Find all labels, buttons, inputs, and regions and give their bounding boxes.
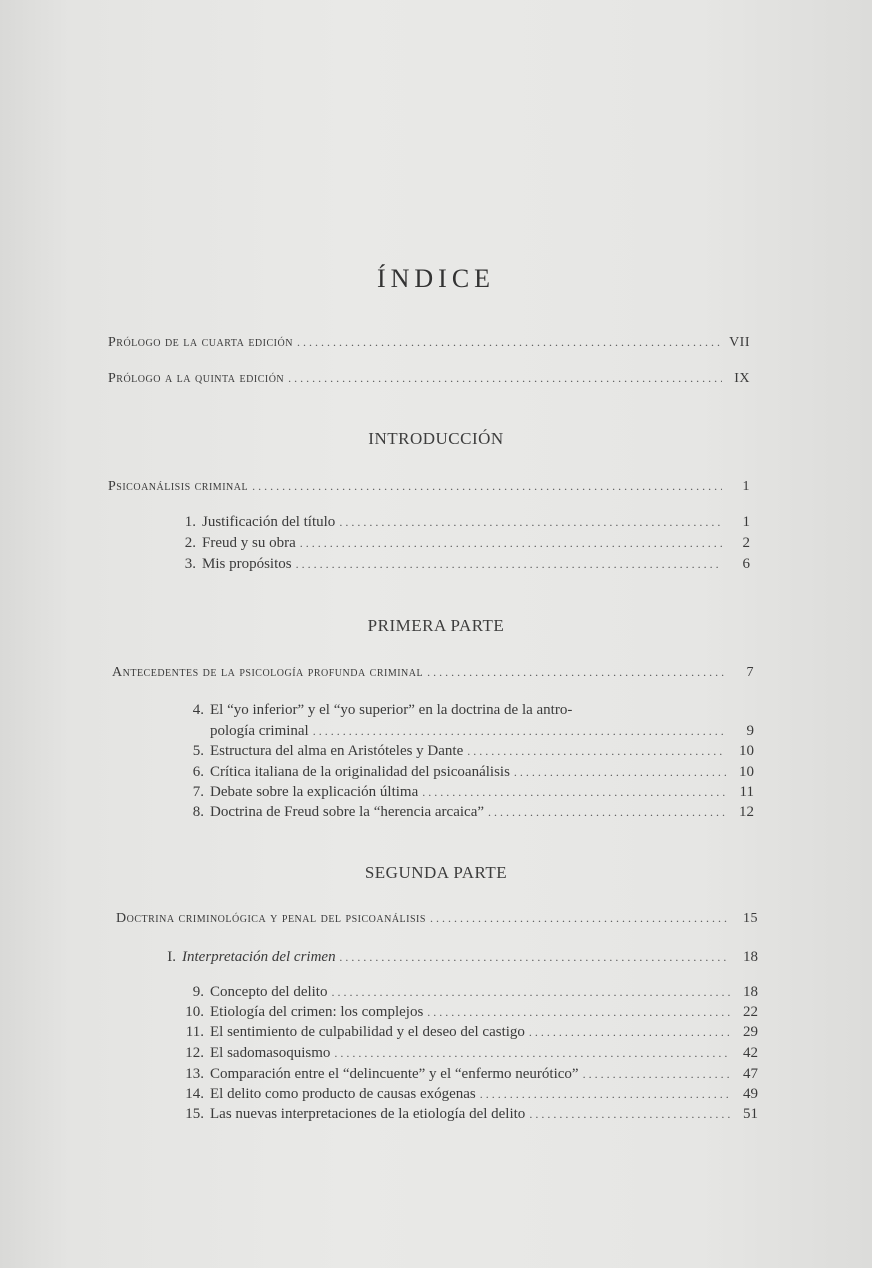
entry-label: Prólogo a la quinta edición bbox=[108, 371, 285, 386]
leader-dots bbox=[340, 950, 730, 965]
item-number: 8. bbox=[192, 804, 204, 820]
toc-section-psicoanalisis bbox=[108, 479, 750, 495]
item-number: 15. bbox=[185, 1106, 204, 1122]
leader-dots bbox=[297, 335, 722, 350]
item-page: 47 bbox=[743, 1066, 758, 1082]
item-number: 2. bbox=[184, 535, 196, 551]
item-text: El sentimiento de culpabilidad y el deseo del castigo bbox=[210, 1024, 525, 1040]
leader-dots bbox=[529, 1025, 730, 1040]
item-number: 7. bbox=[192, 784, 204, 800]
item-number: 13. bbox=[185, 1066, 204, 1082]
toc-item bbox=[180, 743, 754, 760]
item-page: 29 bbox=[743, 1024, 758, 1040]
toc-entry-front-1 bbox=[108, 335, 750, 351]
item-page: 10 bbox=[739, 764, 754, 780]
toc-item bbox=[172, 514, 750, 531]
item-page: 1 bbox=[742, 514, 750, 530]
item-text: pología criminal bbox=[210, 723, 309, 739]
leader-dots bbox=[529, 1107, 730, 1122]
toc-item-4-line2 bbox=[210, 723, 754, 740]
item-text: Etiología del crimen: los complejos bbox=[210, 1004, 424, 1020]
leader-dots bbox=[296, 557, 722, 572]
toc-item bbox=[180, 764, 754, 781]
toc-item bbox=[180, 1086, 758, 1103]
item-text: Mis propósitos bbox=[202, 556, 292, 572]
item-page: 42 bbox=[743, 1045, 758, 1061]
toc-item bbox=[180, 784, 754, 801]
entry-page: 1 bbox=[742, 479, 750, 494]
item-page: 9 bbox=[746, 723, 754, 739]
toc-item-4-line1 bbox=[180, 702, 572, 719]
toc-item bbox=[180, 1045, 758, 1062]
toc-subsection-interpretacion bbox=[152, 949, 758, 966]
toc-item bbox=[180, 804, 754, 821]
item-page: 10 bbox=[739, 743, 754, 759]
entry-page: IX bbox=[734, 371, 750, 386]
item-number: 14. bbox=[185, 1086, 204, 1102]
leader-dots bbox=[514, 765, 726, 780]
item-text: El “yo inferior” y el “yo superior” en la doctrina de la antro- bbox=[210, 702, 573, 718]
item-text: Debate sobre la explicación última bbox=[210, 784, 419, 800]
item-page: 51 bbox=[743, 1106, 758, 1122]
leader-dots bbox=[313, 724, 726, 739]
leader-dots bbox=[422, 785, 726, 800]
toc-item bbox=[180, 1066, 758, 1083]
toc-item bbox=[180, 1024, 758, 1041]
item-number: 4. bbox=[192, 702, 204, 718]
toc-item bbox=[180, 1106, 758, 1123]
toc-item bbox=[180, 1004, 758, 1021]
section-heading-segunda-parte: SEGUNDA PARTE bbox=[364, 863, 508, 882]
item-text: Comparación entre el “delincuente” y el “enfermo neurótico” bbox=[210, 1066, 579, 1082]
item-number: 6. bbox=[192, 764, 204, 780]
leader-dots bbox=[339, 515, 722, 530]
leader-dots bbox=[331, 985, 730, 1000]
item-page: 22 bbox=[743, 1004, 758, 1020]
item-page: 2 bbox=[742, 535, 750, 551]
toc-section-antecedentes bbox=[112, 665, 754, 681]
item-number: 9. bbox=[192, 984, 204, 1000]
entry-label: Prólogo de la cuarta edición bbox=[108, 335, 293, 350]
leader-dots bbox=[467, 744, 726, 759]
item-page: 12 bbox=[739, 804, 754, 820]
item-text: Crítica italiana de la originalidad del psicoanálisis bbox=[210, 764, 510, 780]
item-number: 1. bbox=[184, 514, 196, 530]
entry-label: Psicoanálisis criminal bbox=[108, 479, 249, 494]
leader-dots bbox=[300, 536, 722, 551]
entry-page: VII bbox=[729, 335, 750, 350]
entry-label: Antecedentes de la psicología profunda criminal bbox=[112, 665, 424, 680]
item-number: 3. bbox=[184, 556, 196, 572]
item-text: Doctrina de Freud sobre la “herencia arcaica” bbox=[210, 804, 485, 820]
item-page: 11 bbox=[739, 784, 754, 800]
item-page: 6 bbox=[742, 556, 750, 572]
toc-item bbox=[172, 535, 750, 552]
leader-dots bbox=[252, 479, 722, 494]
toc-section-doctrina bbox=[116, 911, 758, 927]
section-heading-introduccion: INTRODUCCIÓN bbox=[368, 429, 504, 448]
item-number: 5. bbox=[192, 743, 204, 759]
leader-dots bbox=[480, 1087, 730, 1102]
toc-entry-front-2 bbox=[108, 371, 750, 387]
item-number: 10. bbox=[185, 1004, 204, 1020]
entry-page: 15 bbox=[743, 911, 758, 926]
item-text: Las nuevas interpretaciones de la etiología del delito bbox=[210, 1106, 526, 1122]
item-text: Estructura del alma en Aristóteles y Dante bbox=[210, 743, 464, 759]
index-title: ÍNDICE bbox=[376, 264, 496, 293]
item-page: 18 bbox=[743, 984, 758, 1000]
leader-dots bbox=[334, 1046, 730, 1061]
leader-dots bbox=[488, 805, 726, 820]
subsection-page: 18 bbox=[743, 949, 758, 965]
section-heading-primera-parte: PRIMERA PARTE bbox=[367, 616, 505, 635]
item-text: El delito como producto de causas exógenas bbox=[210, 1086, 476, 1102]
leader-dots bbox=[427, 665, 726, 680]
toc-item bbox=[180, 984, 758, 1001]
item-number: 12. bbox=[185, 1045, 204, 1061]
subsection-number: I. bbox=[167, 949, 176, 965]
leader-dots bbox=[583, 1067, 730, 1082]
entry-page: 7 bbox=[746, 665, 754, 680]
item-text: El sadomasoquismo bbox=[210, 1045, 331, 1061]
item-text: Freud y su obra bbox=[202, 535, 296, 551]
item-text: Justificación del título bbox=[202, 514, 336, 530]
leader-dots bbox=[288, 371, 722, 386]
toc-item bbox=[172, 556, 750, 573]
leader-dots bbox=[430, 911, 730, 926]
item-number: 11. bbox=[185, 1024, 204, 1040]
item-text: Concepto del delito bbox=[210, 984, 328, 1000]
leader-dots bbox=[427, 1005, 730, 1020]
entry-label: Doctrina criminológica y penal del psicoanálisis bbox=[116, 911, 426, 926]
item-page: 49 bbox=[743, 1086, 758, 1102]
subsection-text: Interpretación del crimen bbox=[182, 949, 336, 965]
